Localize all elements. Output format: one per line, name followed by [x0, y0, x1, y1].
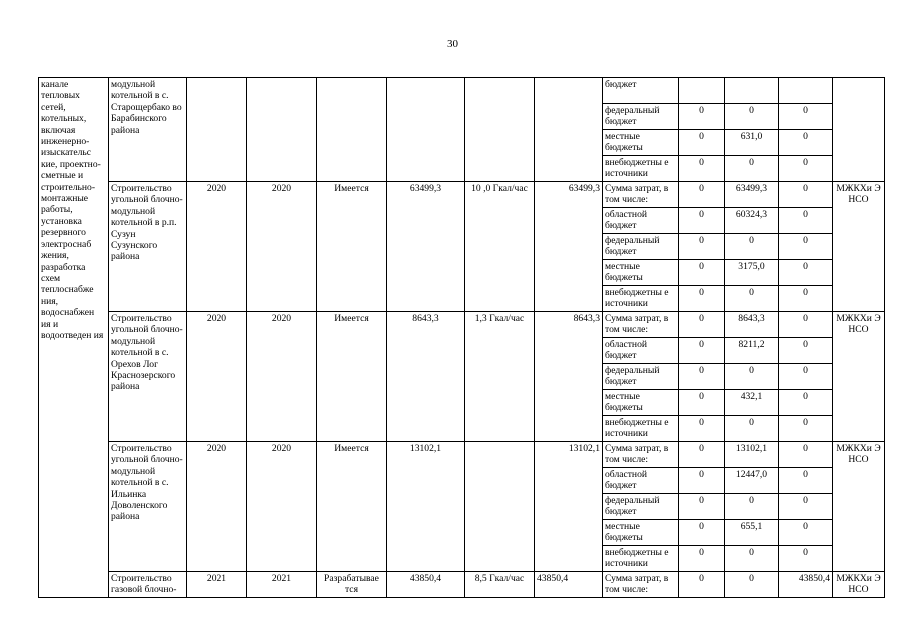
funding-source-cell: внебюджетны е источники: [603, 286, 679, 312]
funding-source-cell: местные бюджеты: [603, 130, 679, 156]
capacity-cell: 1,3 Гкал/час: [465, 312, 535, 442]
estimated-cost-cell: 63499,3: [387, 182, 465, 312]
year-2021-value-cell: 0: [779, 312, 833, 338]
funding-source-cell: Сумма затрат, в том числе:: [603, 312, 679, 338]
year-2019-value-cell: 0: [679, 286, 725, 312]
year-2019-value-cell: 0: [679, 494, 725, 520]
design-status-cell: Разрабатывае тся: [317, 572, 387, 598]
year-2019-value-cell: 0: [679, 104, 725, 130]
funding-source-cell: федеральный бюджет: [603, 234, 679, 260]
funding-source-cell: областной бюджет: [603, 338, 679, 364]
funding-source-cell: областной бюджет: [603, 208, 679, 234]
funding-source-cell: областной бюджет: [603, 468, 679, 494]
estimated-cost-cell: [387, 78, 465, 182]
year-2020-value-cell: [725, 78, 779, 104]
year-2020-value-cell: 432,1: [725, 390, 779, 416]
estimated-cost-cell: 8643,3: [387, 312, 465, 442]
funding-source-cell: внебюджетны е источники: [603, 156, 679, 182]
year-2021-value-cell: 0: [779, 104, 833, 130]
responsible-org-cell: МЖКХи Э НСО: [833, 182, 885, 312]
measure-description: канале тепловых сетей, котельных, включая инженерно-изыскательс кие, проектно-сметные и строительно-монтажные работы, установка резервного электроснаб жения, разработка схем теплоснабже ния, водоснабжен ия и водоотведен ия: [39, 78, 109, 598]
estimated-cost-cell: 43850,4: [387, 572, 465, 598]
year-2021-value-cell: 43850,4: [779, 572, 833, 598]
design-status-cell: [317, 78, 387, 182]
total-cost-cell: 63499,3: [535, 182, 603, 312]
capacity-cell: 8,5 Гкал/час: [465, 572, 535, 598]
year-2019-value-cell: 0: [679, 364, 725, 390]
funding-source-cell: Сумма затрат, в том числе:: [603, 182, 679, 208]
year-2020-value-cell: 0: [725, 494, 779, 520]
year-2019-value-cell: 0: [679, 260, 725, 286]
start-year-cell: 2020: [187, 442, 247, 572]
start-year-cell: 2020: [187, 312, 247, 442]
year-2020-value-cell: 13102,1: [725, 442, 779, 468]
funding-source-cell: местные бюджеты: [603, 520, 679, 546]
start-year-cell: 2021: [187, 572, 247, 598]
year-2019-value-cell: 0: [679, 442, 725, 468]
year-2019-value-cell: 0: [679, 312, 725, 338]
year-2020-value-cell: 655,1: [725, 520, 779, 546]
funding-source-cell: Сумма затрат, в том числе:: [603, 572, 679, 598]
year-2019-value-cell: 0: [679, 156, 725, 182]
year-2020-value-cell: 63499,3: [725, 182, 779, 208]
year-2021-value-cell: 0: [779, 182, 833, 208]
table-row: [39, 182, 885, 208]
year-2021-value-cell: 0: [779, 520, 833, 546]
year-2020-value-cell: 0: [725, 286, 779, 312]
year-2021-value-cell: 0: [779, 442, 833, 468]
project-name-cell: Строительство угольной блочно-модульной котельной в с. Ильинка Доволенского района: [109, 442, 187, 572]
year-2019-value-cell: 0: [679, 234, 725, 260]
year-2020-value-cell: 631,0: [725, 130, 779, 156]
end-year-cell: 2020: [247, 442, 317, 572]
end-year-cell: [247, 78, 317, 182]
total-cost-cell: 43850,4: [535, 572, 603, 598]
end-year-cell: 2021: [247, 572, 317, 598]
year-2020-value-cell: 0: [725, 416, 779, 442]
capacity-cell: [465, 78, 535, 182]
responsible-org-cell: МЖКХи Э НСО: [833, 312, 885, 442]
year-2021-value-cell: 0: [779, 390, 833, 416]
year-2021-value-cell: 0: [779, 416, 833, 442]
year-2019-value-cell: 0: [679, 416, 725, 442]
year-2021-value-cell: 0: [779, 208, 833, 234]
total-cost-cell: 8643,3: [535, 312, 603, 442]
table-row: [39, 312, 885, 338]
table-row: [39, 572, 885, 598]
year-2020-value-cell: 3175,0: [725, 260, 779, 286]
program-table: [38, 77, 885, 598]
year-2020-value-cell: 60324,3: [725, 208, 779, 234]
project-name-cell: Строительство угольной блочно-модульной котельной в с. Орехов Лог Краснозерского района: [109, 312, 187, 442]
year-2021-value-cell: 0: [779, 546, 833, 572]
year-2021-value-cell: 0: [779, 286, 833, 312]
year-2019-value-cell: 0: [679, 390, 725, 416]
year-2021-value-cell: 0: [779, 130, 833, 156]
year-2020-value-cell: 0: [725, 364, 779, 390]
table-row: [39, 442, 885, 468]
year-2020-value-cell: 12447,0: [725, 468, 779, 494]
year-2020-value-cell: 8211,2: [725, 338, 779, 364]
project-name-cell: модульной котельной в с. Старощербако во Барабинского района: [109, 78, 187, 182]
start-year-cell: [187, 78, 247, 182]
funding-source-cell: местные бюджеты: [603, 390, 679, 416]
year-2021-value-cell: 0: [779, 156, 833, 182]
year-2021-value-cell: 0: [779, 494, 833, 520]
start-year-cell: 2020: [187, 182, 247, 312]
end-year-cell: 2020: [247, 182, 317, 312]
year-2020-value-cell: 8643,3: [725, 312, 779, 338]
responsible-org-cell: МЖКХи Э НСО: [833, 442, 885, 572]
funding-source-cell: Сумма затрат, в том числе:: [603, 442, 679, 468]
year-2019-value-cell: 0: [679, 338, 725, 364]
funding-source-cell: внебюджетны е источники: [603, 416, 679, 442]
year-2019-value-cell: 0: [679, 572, 725, 598]
estimated-cost-cell: 13102,1: [387, 442, 465, 572]
year-2019-value-cell: [679, 78, 725, 104]
funding-source-cell: внебюджетны е источники: [603, 546, 679, 572]
project-name-cell: Строительство угольной блочно-модульной котельной в р.п. Сузун Сузунского района: [109, 182, 187, 312]
year-2021-value-cell: 0: [779, 338, 833, 364]
design-status-cell: Имеется: [317, 182, 387, 312]
year-2019-value-cell: 0: [679, 520, 725, 546]
year-2021-value-cell: [779, 78, 833, 104]
responsible-org-cell: МЖКХи Э НСО: [833, 572, 885, 598]
year-2021-value-cell: 0: [779, 468, 833, 494]
year-2019-value-cell: 0: [679, 468, 725, 494]
year-2021-value-cell: 0: [779, 364, 833, 390]
year-2019-value-cell: 0: [679, 130, 725, 156]
funding-source-cell: местные бюджеты: [603, 260, 679, 286]
funding-source-cell: федеральный бюджет: [603, 494, 679, 520]
funding-source-cell: бюджет: [603, 78, 679, 104]
year-2020-value-cell: 0: [725, 572, 779, 598]
total-cost-cell: [535, 78, 603, 182]
page-number: 30: [447, 38, 458, 50]
year-2020-value-cell: 0: [725, 546, 779, 572]
capacity-cell: 10 ,0 Гкал/час: [465, 182, 535, 312]
capacity-cell: [465, 442, 535, 572]
end-year-cell: 2020: [247, 312, 317, 442]
year-2020-value-cell: 0: [725, 156, 779, 182]
funding-source-cell: федеральный бюджет: [603, 364, 679, 390]
design-status-cell: Имеется: [317, 312, 387, 442]
year-2021-value-cell: 0: [779, 234, 833, 260]
table-row: [39, 78, 885, 104]
year-2019-value-cell: 0: [679, 546, 725, 572]
year-2020-value-cell: 0: [725, 104, 779, 130]
year-2021-value-cell: 0: [779, 260, 833, 286]
year-2019-value-cell: 0: [679, 182, 725, 208]
funding-source-cell: федеральный бюджет: [603, 104, 679, 130]
project-name-cell: Строительство газовой блочно-: [109, 572, 187, 598]
responsible-org-cell: [833, 78, 885, 182]
year-2020-value-cell: 0: [725, 234, 779, 260]
year-2019-value-cell: 0: [679, 208, 725, 234]
total-cost-cell: 13102,1: [535, 442, 603, 572]
design-status-cell: Имеется: [317, 442, 387, 572]
